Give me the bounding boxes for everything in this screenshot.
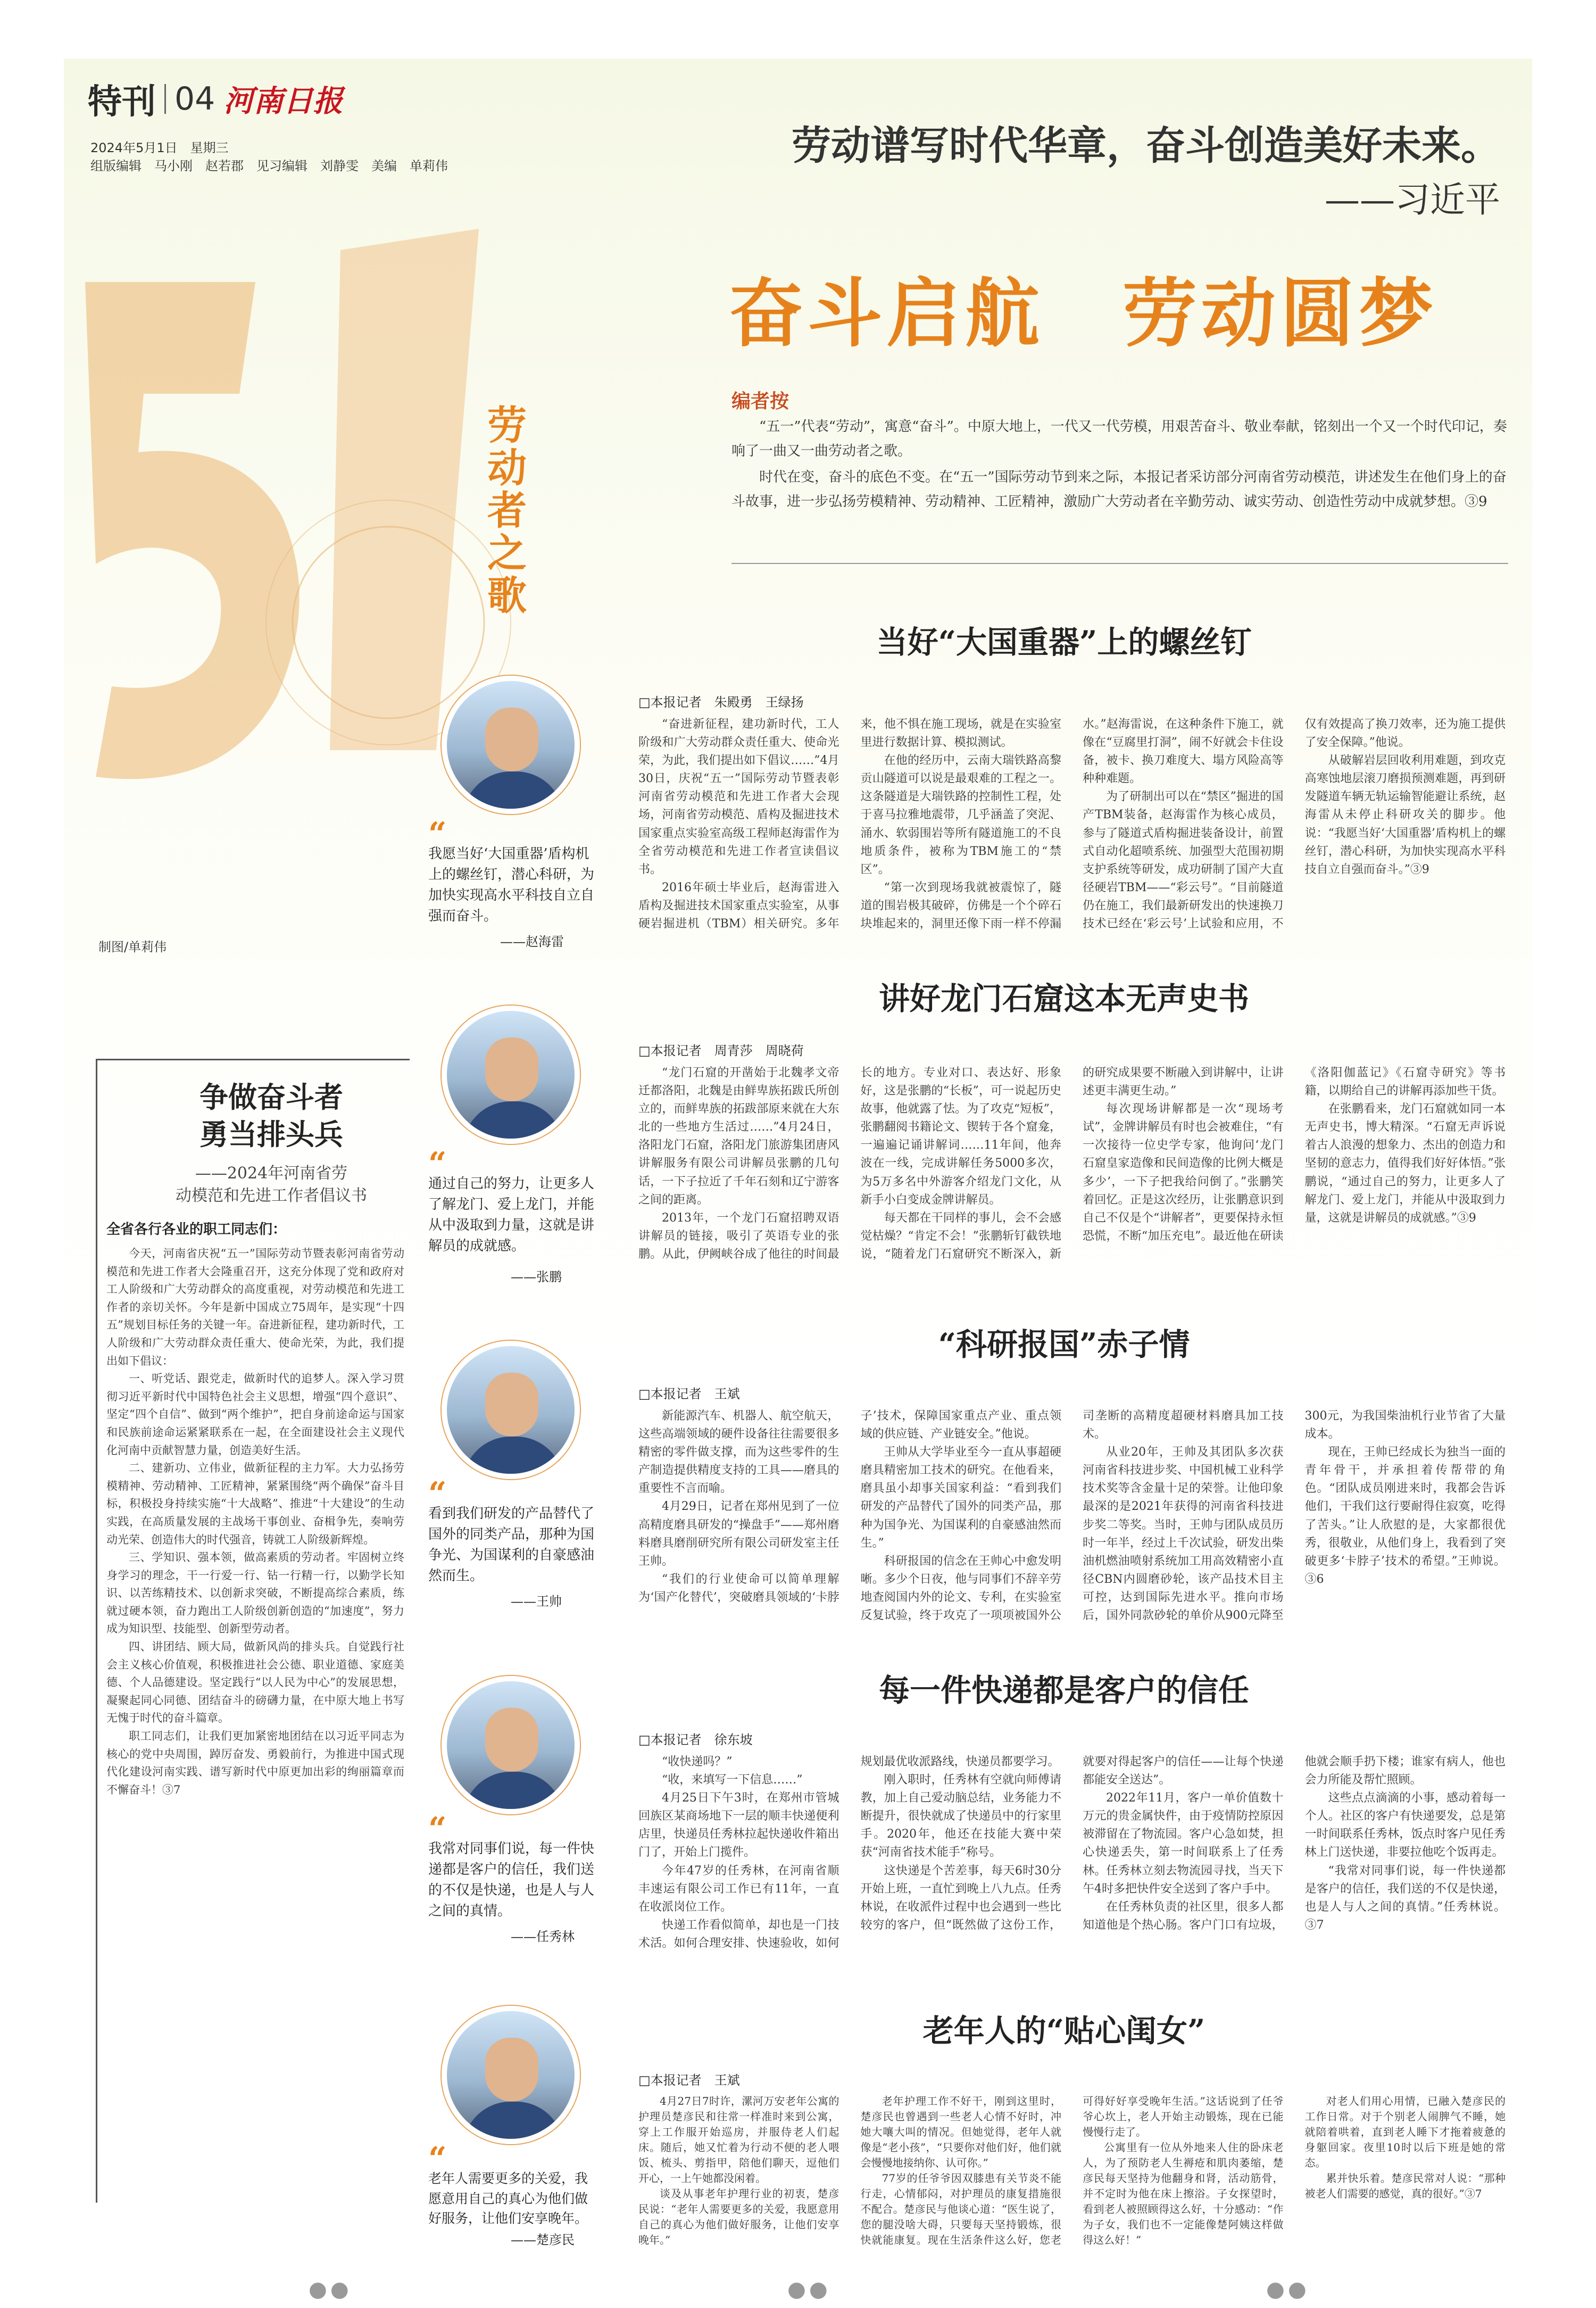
quote-author: ——习近平 xyxy=(1325,179,1500,220)
pull-quote: “ 看到我们研发的产品替代了国外的同类产品，那种为国争光、为国谋利的自豪感油然而生。 xyxy=(428,1475,595,1584)
avatar xyxy=(442,676,580,814)
avatar xyxy=(442,1341,580,1479)
story-title: 当好“大国重器”上的螺丝钉 xyxy=(876,624,1252,660)
issue-date: 2024年5月1日 星期三 xyxy=(90,140,229,155)
pull-quote-name: ——任秀林 xyxy=(511,1929,575,1944)
story-byline: □本报记者 王斌 xyxy=(638,2073,740,2088)
story-title: 老年人的“贴心闺女” xyxy=(922,2013,1206,2049)
avatar xyxy=(442,1006,580,1144)
pull-quote-name: ——张鹏 xyxy=(511,1269,562,1284)
story-title: 每一件快递都是客户的信任 xyxy=(878,1672,1249,1708)
pull-quote-name: ——赵海雷 xyxy=(500,934,564,949)
page-dots: ●● xyxy=(787,2277,831,2302)
sidebar-salutation: 全省各行各业的职工同志们： xyxy=(106,1222,287,1238)
story-byline: □本报记者 周青莎 周晓荷 xyxy=(638,1043,804,1058)
main-title: 奋斗启航 劳动圆梦 xyxy=(729,270,1438,358)
divider xyxy=(164,84,166,114)
editor-note-p1: “五一”代表“劳动”，寓意“奋斗”。中原大地上，一代又一代劳模，用艰苦奋斗、敬业奉献，铭刻出一个又一个时代印记，奏响了一曲又一曲劳动者之歌。 xyxy=(732,419,1507,459)
sidebar-title: 争做奋斗者 xyxy=(200,1080,343,1114)
story-body: 4月27日7时许，漯河万安老年公寓的护理员楚彦民和往常一样准时来到公寓，穿上工作服开始巡房，并服侍老人们起床。随后，她又忙着为行动不便的老人喂饭、梳头、剪指甲，陪他们聊天，逗他们开心，一上午她都没闲着。 谈及从事老年护理行业的初衷，楚彦民说：“老年人需要更多的关爱，我愿意用自己的真心为他们做好服务，让他们安享晚年。” 老年护理工作不好干，刚到这里时，楚彦民也曾遇到一些老人心情不好时，冲她大嚷大叫的情况。但她觉得，老年人就像是“老小孩”，“只要你对他们好，他们就会慢慢地接纳你、认可你。” 77岁的任爷爷因双膝患有关节炎不能行走，心情郁闷，对护理员的康复措施很不配合。楚彦民与他谈心道：“医生说了，您的腿没啥大碍，只要每天坚持锻炼，很快就能康复。现在生活条件这么好，您老可得好好享受晚年生活。”这话说到了任爷爷心坎上，老人开始主动锻炼，现在已能慢慢行走了。 公寓里有一位从外地来人住的卧床老人，为了预防老人生褥疮和肌肉萎缩，楚彦民每天坚持为他翻身和肾，活动筋骨，并不定时为他在床上擦浴。子女探望时，看到老人被照顾得这么好，十分感动：“作为子女，我们也不一定能像楚阿姨这样做得这么好！” 对老人们用心用情，已融入楚彦民的工作日常。对于个别老人闹脾气不睡，她就陪着哄着，直到老人睡下才拖着疲惫的身躯回家。夜里10时以后下班是她的常态。 累并快乐着。楚彦民常对人说：“那种被老人们需要的感觉，真的很好。”③7 xyxy=(638,2095,1506,2246)
story-body: “收快递吗？” “收，来填写一下信息……” 4月25日下午3时，在郑州市管城回族区某商场地下一层的顺丰快递便利店里，快递员任秀林拉起快递收件箱出门了，开始上门揽件。 今年47岁的任秀林，在河南省顺丰速运有限公司工作已有11年，一直在收派岗位工作。 快递工作看似简单，却也是一门技术活。如何合理安排、快速验收，如何规划最优收派路线，快递员都要学习。 刚入职时，任秀林有空就向师傅请教，加上自己爱动脑总结，业务能力不断提升，很快就成了快递员中的行家里手。2020年，他还在技能大赛中荣获“河南省技术能手”称号。 这快递是个苦差事，每天6时30分开始上班，一直忙到晚上八九点。任秀林说，在收派件过程中也会遇到一些比较穷的客户，但“既然做了这份工作，就要对得起客户的信任——让每个快递都能安全送达”。 2022年11月，客户一单价值数十万元的贵金属快件，由于疫情防控原因被滞留在了物流园。客户心急如焚，担心快递丢失，第一时间联系上了任秀林。任秀林立刻去物流园寻找，当天下午4时多把快件安全送到了客户手中。 在任秀林负责的社区里，很多人都知道他是个热心肠。客户门口有垃圾，他就会顺手扔下楼；谁家有病人，他也会力所能及帮忙照顾。 这些点点滴滴的小事，感动着每一个人。社区的客户有快递要发，总是第一时间联系任秀林，饭点时客户见任秀林上门送快递，非要拉他吃个饭再走。 “我常对同事们说，每一件快递都是客户的信任，我们送的不仅是快递，也是人与人之间的真情。”任秀林说。③7 xyxy=(638,1755,1506,1950)
pull-quote: “ 通过自己的努力，让更多人了解龙门、爱上龙门，并能从中汲取到力量，这就是讲解员的成就感。 xyxy=(428,1145,595,1254)
story-byline: □本报记者 徐东坡 xyxy=(638,1732,753,1747)
sidebar-title: 勇当排头兵 xyxy=(200,1117,343,1151)
masthead xyxy=(88,74,343,123)
story-byline: □本报记者 王斌 xyxy=(638,1387,740,1401)
newspaper-page xyxy=(64,59,1532,2251)
sidebar-subtitle: 动模范和先进工作者倡议书 xyxy=(176,1186,367,1205)
page-dots: ●● xyxy=(1266,2277,1310,2302)
vertical-title: 劳动者之歌 xyxy=(481,404,527,617)
story-body: “奋进新征程，建功新时代，工人阶级和广大劳动群众责任重大、使命光荣，为此，我们提出如下倡议……”4月30日，庆祝“五一”国际劳动节暨表彰河南省劳动模范和先进工作者大会现场，河南省劳动模范、盾构及掘进技术国家重点实验室高级工程师赵海雷作为全省劳动模范和先进工作者宣读倡议书。 2016年硕士毕业后，赵海雷进入盾构及掘进技术国家重点实验室，从事硬岩掘进机（TBM）相关研究。多年来，他不惧在施工现场，就是在实验室里进行数据计算、模拟测试。 在他的经历中，云南大瑞铁路高黎贡山隧道可以说是最艰难的工程之一。这条隧道是大瑞铁路的控制性工程，处于喜马拉雅地震带，几乎涵盖了突泥、涌水、软弱围岩等所有隧道施工的不良地质条件，被称为TBM施工的“禁区”。 “第一次到现场我就被震惊了，隧道的围岩极其破碎，仿佛是一个个碎石块堆起来的，洞里还像下雨一样不停漏水。”赵海雷说，在这种条件下施工，就像在“豆腐里打洞”，闹不好就会卡住设备，被卡、换刀难度大、塌方风险高等种种难题。 为了研制出可以在“禁区”掘进的国产TBM装备，赵海雷作为核心成员，参与了隧道式盾构掘进装备设计，前置式自动化超喷系统、加强型大范围初期支护系统等研发，成功研制了国产大直径硬岩TBM——“彩云号”。“目前隧道仍在施工，我们最新研发出的快速换刀技术已经在‘彩云号’上试验和应用，不仅有效提高了换刀效率，还为施工提供了安全保障。”他说。 从破解岩层回收利用难题，到攻克高寒蚀地层滚刀磨损预测难题，再到研发隧道车辆无轨运输智能避让系统，赵海雷从未停止科研攻关的脚步。他说：“我愿当好‘大国重器’盾构机上的螺丝钉，潜心科研，为加快实现高水平科技自立自强而奋斗。”③9 xyxy=(638,718,1506,931)
editor-note xyxy=(732,415,1508,516)
sidebar-body: 今天，河南省庆祝“五一”国际劳动节暨表彰河南省劳动模范和先进工作者大会隆重召开，这充分体现了党和政府对工人阶级和广大劳动群众的高度重视，对劳动模范和先进工作者的亲切关怀。今年是新中国成立75周年，是实现“十四五”规划目标任务的关键一年。奋进新征程，建功新时代，工人阶级和广大劳动群众责任重大、使命光荣，为此，我们提出如下倡议： 一、听党话、跟党走，做新时代的追梦人。深入学习贯彻习近平新时代中国特色社会主义思想，增强“四个意识”、坚定“四个自信”、做到“两个维护”，把自身前途命运与国家和民族前途命运紧紧联系在一起，在全面建设社会主义现代化河南中贡献智慧力量，创造美好生活。 二、建新功、立伟业，做新征程的主力军。大力弘扬劳模精神、劳动精神、工匠精神，紧紧围绕“两个确保”奋斗目标，积极投身持续实施“十大战略”、推进“十大建设”的生动实践，在高质量发展的主战场干事创业、奋楫争先，奏响劳动光荣、创造伟大的时代强音，铸就工人阶级新辉煌。 三、学知识、强本领，做高素质的劳动者。牢固树立终身学习的理念，干一行爱一行、钻一行精一行，以勤学长知识、以苦练精技术、以创新求突破，不断提高综合素质，练就过硬本领，奋力跑出工人阶级创新创造的“加速度”，努力成为知识型、技能型、创新型劳动者。 四、讲团结、顾大局，做新风尚的排头兵。自觉践行社会主义核心价值观，积极推进社会公德、职业道德、家庭美德、个人品德建设。坚定践行“以人民为中心”的发展思想，凝聚起同心同德、团结奋斗的磅礴力量，在中原大地上书写无愧于时代的奋斗篇章。 职工同志们，让我们更加紧密地团结在以习近平同志为核心的党中央周围，踔厉奋发、勇毅前行，为推进中国式现代化建设河南实践、谱写新时代中原更加出彩的绚丽篇章而不懈奋斗！③7 xyxy=(106,1247,404,1796)
story-byline: □本报记者 朱殿勇 王绿扬 xyxy=(638,695,804,710)
story-body: “龙门石窟的开凿始于北魏孝文帝迁都洛阳，北魏是由鲜卑族拓跋氏所创立的，而鲜卑族的拓跋部原来就在大东北的一些地方生活过……”4月24日，洛阳龙门石窟，洛阳龙门旅游集团唐风讲解服务有限公司讲解员张鹏的几句话，一下子拉近了千年石刻和辽宁游客之间的距离。 2013年，一个龙门石窟招聘双语讲解员的链接，吸引了英语专业的张鹏。从此，伊阙峡谷成了他往的时间最长的地方。专业对口、表达好、形象好，这是张鹏的“长板”，可一说起历史故事，他就露了怯。为了攻克“短板”，张鹏翻阅书籍论文、锲转于各个窟龛，一遍遍记诵讲解词……11年间，他奔波在一线，完成讲解任务5000多次，为5万多名中外游客介绍龙门文化，从新手小白变成金牌讲解员。 每天都在干同样的事儿，会不会感觉枯燥？“肯定不会！”张鹏斩钉截铁地说，“随着龙门石窟研究不断深入，新的研究成果要不断融入到讲解中，让讲述更丰满更生动。” 每次现场讲解都是一次“现场考试”，金牌讲解员有时也会被难住，“有一次接待一位史学专家，他询问‘龙门石窟皇家造像和民间造像的比例大概是多少’，一下子把我给问倒了。”张鹏笑着回忆。正是这次经历，让张鹏意识到自己不仅是个“讲解者”，更要保持永恒恐慌，不断“加压充电”。最近他在研读《洛阳伽蓝记》《石窟寺研究》等书籍，以期给自己的讲解再添加些干货。 在张鹏看来，龙门石窟就如同一本无声史书，博大精深。“石窟无声诉说着古人浪漫的想象力、杰出的创造力和坚韧的意志力，值得我们好好体悟。”张鹏说，“通过自己的努力，让更多人了解龙门、爱上龙门，并能从中汲取到力量，这就是讲解员的成就感。”③9 xyxy=(638,1066,1506,1261)
headline-quote: 劳动谱写时代华章，奋斗创造美好未来。 xyxy=(792,123,1500,169)
story-title: 讲好龙门石窟这本无声史书 xyxy=(878,981,1249,1017)
sidebar-subtitle: ——2024年河南省劳 xyxy=(195,1164,348,1183)
editor-note-p2: 时代在变，奋斗的底色不变。在“五一”国际劳动节到来之际，本报记者采访部分河南省劳动模范，讲述发生在他们身上的奋斗故事，进一步弘扬劳模精神、劳动精神、工匠精神，激励广大劳动者在辛勤劳动、诚实劳动、创造性劳动中成就梦想。③9 xyxy=(732,469,1507,510)
page-number: 04 xyxy=(174,80,215,118)
story-title: “科研报国”赤子情 xyxy=(938,1326,1190,1363)
avatar xyxy=(442,1676,580,1814)
avatar xyxy=(442,2006,580,2144)
editor-note-label: 编者按 xyxy=(732,390,789,412)
story-body: 新能源汽车、机器人、航空航天，这些高端领域的硬件设备往往需要很多精密的零件做支撑，而为这些零件的生产制造提供精度支持的工具——磨具的重要性不言而喻。 4月29日，记者在郑州见到了一位高精度磨具研发的“操盘手”——郑州磨料磨具磨削研究所有限公司研发室主任王帅。 “我们的行业使命可以简单理解为‘国产化替代’，突破磨具领域的‘卡脖子’技术，保障国家重点产业、重点领域的供应链、产业链安全。”他说。 王帅从大学毕业至今一直从事超硬磨具精密加工技术的研究。在他看来，磨具虽小却事关国家利益：“看到我们研发的产品替代了国外的同类产品，那种为国争光、为国谋利的自豪感油然而生。” 科研报国的信念在王帅心中愈发明晰。多少个日夜，他与同事们不辞辛劳地查阅国内外的论文、专利，在实验室反复试验，终于攻克了一项项被国外公司垄断的高精度超硬材料磨具加工技术。 从业20年，王帅及其团队多次获河南省科技进步奖、中国机械工业科学技术奖等含金量十足的荣誉。让他印象最深的是2021年获得的河南省科技进步奖二等奖。当时，王帅与团队成员历时一年半，经过上千次试验，研发出柴油机燃油喷射系统加工用高效精密小直径CBN内圆磨砂轮，该产品技术目主可控，达到国际先进水平。推向市场后，国外同款砂轮的单价从900元降至300元，为我国柴油机行业节省了大量成本。 现在，王帅已经成长为独当一面的青年骨干，并承担着传帮带的角色。“团队成员刚进来时，我都会告诉他们，干我们这行要耐得住寂寞，吃得了苦头。”让人欣慰的是，大家都很优秀，很敬业，从他们身上，我看到了突破更多‘卡脖子’技术的希望。”王帅说。③6 xyxy=(638,1409,1506,1623)
pull-quote: “ 我愿当好‘大国重器’盾构机上的螺丝钉，潜心科研，为加快实现高水平科技自立自强而奋斗。 xyxy=(428,816,595,924)
editor-credits: 组版编辑 马小刚 赵若郡 见习编辑 刘静雯 美编 单莉伟 xyxy=(90,159,448,173)
pull-quote-name: ——王帅 xyxy=(511,1594,562,1609)
pull-quote-name: ——楚彦民 xyxy=(511,2232,575,2247)
pull-quote: “ 老年人需要更多的关爱，我愿意用自己的真心为他们做好服务，让他们安享晚年。 xyxy=(428,2140,588,2226)
newspaper-logo: 河南日报 xyxy=(223,84,343,119)
graphic-credit: 制图/单莉伟 xyxy=(98,940,167,954)
section-title: 特刊 xyxy=(88,82,156,122)
divider xyxy=(732,563,1508,564)
page-dots: ●● xyxy=(309,2277,352,2302)
pull-quote: “ 我常对同事们说，每一件快递都是客户的信任，我们送的不仅是快递，也是人与人之间的真情。 xyxy=(428,1811,595,1919)
